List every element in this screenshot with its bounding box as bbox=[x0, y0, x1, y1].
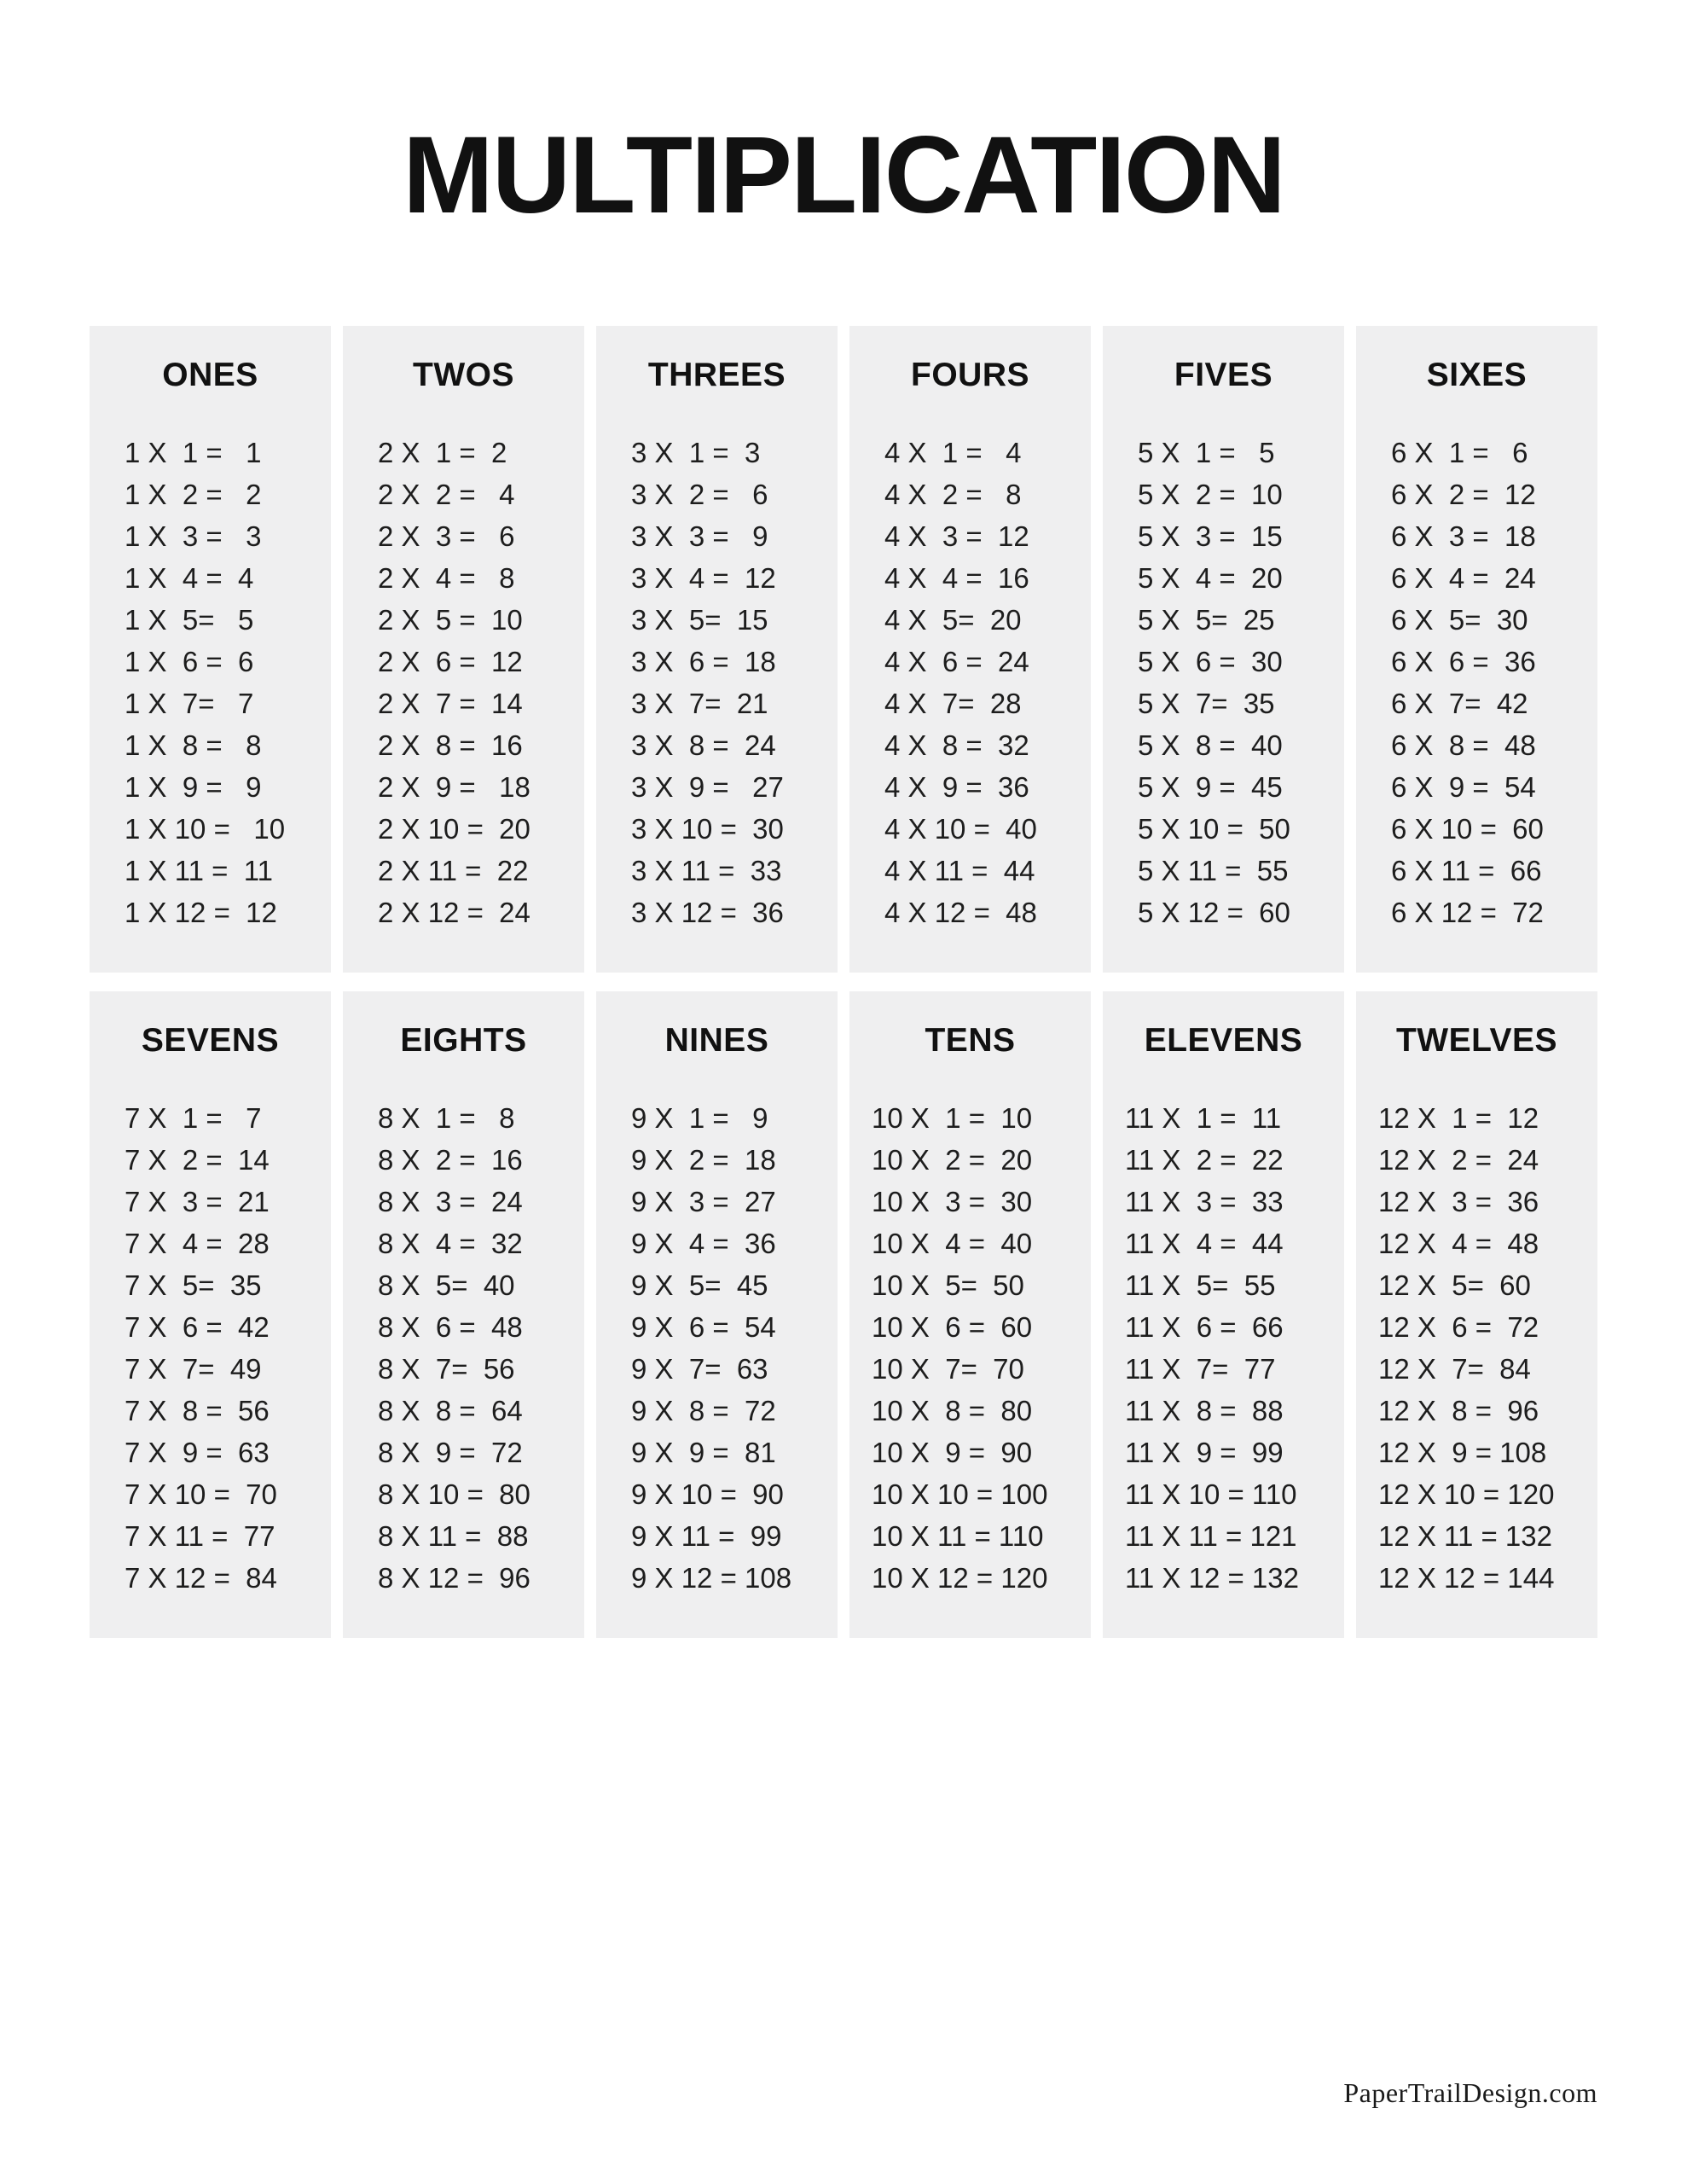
table-rows bbox=[605, 432, 829, 933]
table-row: 8 X 11 = 88 bbox=[378, 1520, 529, 1552]
table-row: 2 X 9 = 18 bbox=[378, 771, 530, 803]
table-row: 1 X 4 = 4 bbox=[125, 562, 254, 594]
table-row: 6 X 6 = 36 bbox=[1391, 646, 1536, 677]
table-row: 10 X 11 = 110 bbox=[872, 1520, 1044, 1552]
table-row: 5 X 12 = 60 bbox=[1138, 897, 1290, 928]
table-row: 1 X 6 = 6 bbox=[125, 646, 254, 677]
table-row: 9 X 8 = 72 bbox=[631, 1395, 776, 1426]
table-row: 4 X 7= 28 bbox=[884, 688, 1022, 719]
table-heading: THREES bbox=[647, 357, 786, 393]
table-row: 2 X 1 = 2 bbox=[378, 437, 507, 468]
table-row: 10 X 3 = 30 bbox=[872, 1186, 1033, 1217]
table-row: 5 X 11 = 55 bbox=[1138, 855, 1289, 886]
table-row: 7 X 6 = 42 bbox=[125, 1311, 270, 1343]
table-row: 4 X 4 = 16 bbox=[884, 562, 1029, 594]
table-row: 4 X 10 = 40 bbox=[884, 813, 1037, 845]
table-rows bbox=[858, 432, 1082, 933]
table-heading: ONES bbox=[162, 357, 258, 393]
table-row: 3 X 10 = 30 bbox=[631, 813, 784, 845]
table-card bbox=[596, 326, 838, 973]
table-heading: TWELVES bbox=[1395, 1022, 1558, 1059]
table-row: 2 X 12 = 24 bbox=[378, 897, 530, 928]
table-row: 8 X 6 = 48 bbox=[378, 1311, 523, 1343]
table-row: 3 X 6 = 18 bbox=[631, 646, 776, 677]
table-heading: TENS bbox=[925, 1022, 1016, 1059]
table-heading: ELEVENS bbox=[1144, 1022, 1303, 1059]
table-card bbox=[343, 326, 584, 973]
table-row: 1 X 1 = 1 bbox=[125, 437, 262, 468]
table-row: 6 X 3 = 18 bbox=[1391, 520, 1536, 552]
table-row: 10 X 7= 70 bbox=[872, 1353, 1024, 1385]
table-row: 4 X 6 = 24 bbox=[884, 646, 1029, 677]
footer-credit: PaperTrailDesign.com bbox=[1343, 2077, 1597, 2108]
table-row: 3 X 3 = 9 bbox=[631, 520, 768, 552]
table-row: 5 X 8 = 40 bbox=[1138, 729, 1283, 761]
table-row: 12 X 10 = 120 bbox=[1378, 1478, 1555, 1510]
table-rows bbox=[605, 1097, 829, 1599]
table-row: 7 X 5= 35 bbox=[125, 1269, 262, 1301]
table-row: 12 X 5= 60 bbox=[1378, 1269, 1531, 1301]
table-row: 4 X 12 = 48 bbox=[884, 897, 1037, 928]
table-row: 10 X 6 = 60 bbox=[872, 1311, 1033, 1343]
table-row: 10 X 1 = 10 bbox=[872, 1102, 1033, 1134]
table-row: 8 X 3 = 24 bbox=[378, 1186, 523, 1217]
table-row: 3 X 11 = 33 bbox=[631, 855, 782, 886]
table-row: 6 X 1 = 6 bbox=[1391, 437, 1528, 468]
table-row: 4 X 5= 20 bbox=[884, 604, 1022, 636]
table-row: 4 X 2 = 8 bbox=[884, 479, 1022, 510]
table-row: 9 X 4 = 36 bbox=[631, 1228, 776, 1259]
table-card bbox=[1103, 326, 1344, 973]
table-row: 6 X 5= 30 bbox=[1391, 604, 1528, 636]
table-card bbox=[596, 991, 838, 1638]
table-row: 8 X 5= 40 bbox=[378, 1269, 515, 1301]
table-row: 12 X 11 = 132 bbox=[1378, 1520, 1552, 1552]
table-row: 10 X 9 = 90 bbox=[872, 1437, 1033, 1468]
table-row: 7 X 11 = 77 bbox=[125, 1520, 275, 1552]
table-heading: NINES bbox=[664, 1022, 769, 1059]
table-row: 7 X 9 = 63 bbox=[125, 1437, 270, 1468]
table-row: 12 X 3 = 36 bbox=[1378, 1186, 1539, 1217]
table-row: 11 X 1 = 11 bbox=[1125, 1102, 1282, 1134]
table-row: 2 X 10 = 20 bbox=[378, 813, 530, 845]
table-row: 6 X 2 = 12 bbox=[1391, 479, 1536, 510]
table-row: 6 X 8 = 48 bbox=[1391, 729, 1536, 761]
table-heading: SIXES bbox=[1426, 357, 1528, 393]
table-row: 11 X 11 = 121 bbox=[1125, 1520, 1297, 1552]
table-rows bbox=[1111, 432, 1336, 933]
table-row: 11 X 2 = 22 bbox=[1125, 1144, 1284, 1176]
table-rows bbox=[98, 432, 322, 933]
table-row: 3 X 12 = 36 bbox=[631, 897, 784, 928]
table-row: 2 X 4 = 8 bbox=[378, 562, 515, 594]
table-row: 1 X 2 = 2 bbox=[125, 479, 262, 510]
table-heading: EIGHTS bbox=[400, 1022, 527, 1059]
table-row: 2 X 8 = 16 bbox=[378, 729, 523, 761]
table-rows bbox=[858, 1097, 1082, 1599]
table-row: 7 X 4 = 28 bbox=[125, 1228, 270, 1259]
table-row: 6 X 9 = 54 bbox=[1391, 771, 1536, 803]
table-heading: FIVES bbox=[1174, 357, 1273, 393]
table-row: 5 X 3 = 15 bbox=[1138, 520, 1283, 552]
table-row: 9 X 9 = 81 bbox=[631, 1437, 776, 1468]
table-row: 2 X 2 = 4 bbox=[378, 479, 515, 510]
table-row: 12 X 7= 84 bbox=[1378, 1353, 1531, 1385]
table-row: 1 X 12 = 12 bbox=[125, 897, 277, 928]
table-row: 1 X 7= 7 bbox=[125, 688, 254, 719]
table-row: 6 X 10 = 60 bbox=[1391, 813, 1544, 845]
multiplication-tables-grid bbox=[90, 326, 1597, 1638]
table-row: 3 X 8 = 24 bbox=[631, 729, 776, 761]
table-card bbox=[1356, 326, 1597, 973]
table-rows bbox=[351, 432, 576, 933]
table-row: 1 X 3 = 3 bbox=[125, 520, 262, 552]
table-card bbox=[849, 326, 1091, 973]
table-row: 7 X 10 = 70 bbox=[125, 1478, 277, 1510]
table-rows bbox=[1365, 1097, 1589, 1599]
table-heading: FOURS bbox=[911, 357, 1029, 393]
table-row: 5 X 4 = 20 bbox=[1138, 562, 1283, 594]
table-card bbox=[1103, 991, 1344, 1638]
table-row: 4 X 3 = 12 bbox=[884, 520, 1029, 552]
table-row: 2 X 3 = 6 bbox=[378, 520, 515, 552]
table-row: 9 X 6 = 54 bbox=[631, 1311, 776, 1343]
table-row: 8 X 8 = 64 bbox=[378, 1395, 523, 1426]
table-row: 9 X 12 = 108 bbox=[631, 1562, 792, 1594]
table-row: 10 X 8 = 80 bbox=[872, 1395, 1033, 1426]
table-row: 12 X 8 = 96 bbox=[1378, 1395, 1539, 1426]
table-row: 6 X 4 = 24 bbox=[1391, 562, 1536, 594]
table-row: 8 X 9 = 72 bbox=[378, 1437, 523, 1468]
table-rows bbox=[1365, 432, 1589, 933]
table-row: 8 X 12 = 96 bbox=[378, 1562, 530, 1594]
table-row: 1 X 5= 5 bbox=[125, 604, 254, 636]
table-card bbox=[90, 326, 331, 973]
table-row: 9 X 3 = 27 bbox=[631, 1186, 776, 1217]
table-row: 11 X 3 = 33 bbox=[1125, 1186, 1284, 1217]
table-row: 10 X 5= 50 bbox=[872, 1269, 1024, 1301]
table-row: 5 X 2 = 10 bbox=[1138, 479, 1283, 510]
table-row: 4 X 1 = 4 bbox=[884, 437, 1022, 468]
table-row: 9 X 10 = 90 bbox=[631, 1478, 784, 1510]
table-row: 12 X 2 = 24 bbox=[1378, 1144, 1539, 1176]
table-row: 3 X 1 = 3 bbox=[631, 437, 761, 468]
table-card bbox=[90, 991, 331, 1638]
table-row: 7 X 3 = 21 bbox=[125, 1186, 270, 1217]
table-row: 5 X 6 = 30 bbox=[1138, 646, 1283, 677]
table-row: 8 X 10 = 80 bbox=[378, 1478, 530, 1510]
table-row: 12 X 4 = 48 bbox=[1378, 1228, 1539, 1259]
table-row: 4 X 9 = 36 bbox=[884, 771, 1029, 803]
table-row: 12 X 12 = 144 bbox=[1378, 1562, 1555, 1594]
table-row: 10 X 4 = 40 bbox=[872, 1228, 1033, 1259]
table-row: 1 X 11 = 11 bbox=[125, 855, 273, 886]
table-row: 3 X 5= 15 bbox=[631, 604, 768, 636]
table-row: 9 X 7= 63 bbox=[631, 1353, 768, 1385]
table-row: 1 X 10 = 10 bbox=[125, 813, 286, 845]
table-row: 7 X 8 = 56 bbox=[125, 1395, 270, 1426]
table-row: 8 X 1 = 8 bbox=[378, 1102, 515, 1134]
table-row: 7 X 7= 49 bbox=[125, 1353, 262, 1385]
table-row: 5 X 9 = 45 bbox=[1138, 771, 1283, 803]
table-heading: TWOS bbox=[413, 357, 514, 393]
table-row: 3 X 4 = 12 bbox=[631, 562, 776, 594]
table-row: 8 X 7= 56 bbox=[378, 1353, 515, 1385]
table-row: 7 X 1 = 7 bbox=[125, 1102, 262, 1134]
table-row: 11 X 7= 77 bbox=[1125, 1353, 1276, 1385]
table-row: 1 X 9 = 9 bbox=[125, 771, 262, 803]
table-row: 8 X 2 = 16 bbox=[378, 1144, 523, 1176]
table-row: 3 X 2 = 6 bbox=[631, 479, 768, 510]
table-row: 11 X 4 = 44 bbox=[1125, 1228, 1284, 1259]
table-row: 11 X 10 = 110 bbox=[1125, 1478, 1297, 1510]
table-row: 2 X 5 = 10 bbox=[378, 604, 523, 636]
page-title: MULTIPLICATION bbox=[403, 114, 1284, 236]
table-row: 5 X 10 = 50 bbox=[1138, 813, 1290, 845]
table-row: 12 X 6 = 72 bbox=[1378, 1311, 1539, 1343]
table-rows bbox=[1111, 1097, 1336, 1599]
table-row: 2 X 7 = 14 bbox=[378, 688, 523, 719]
table-row: 9 X 2 = 18 bbox=[631, 1144, 776, 1176]
table-row: 10 X 10 = 100 bbox=[872, 1478, 1048, 1510]
table-row: 11 X 6 = 66 bbox=[1125, 1311, 1284, 1343]
table-row: 5 X 1 = 5 bbox=[1138, 437, 1275, 468]
table-row: 11 X 8 = 88 bbox=[1125, 1395, 1284, 1426]
table-row: 9 X 11 = 99 bbox=[631, 1520, 782, 1552]
table-row: 1 X 8 = 8 bbox=[125, 729, 262, 761]
table-row: 6 X 11 = 66 bbox=[1391, 855, 1542, 886]
table-row: 5 X 5= 25 bbox=[1138, 604, 1275, 636]
table-row: 11 X 5= 55 bbox=[1125, 1269, 1276, 1301]
table-card bbox=[343, 991, 584, 1638]
table-row: 8 X 4 = 32 bbox=[378, 1228, 523, 1259]
table-row: 12 X 1 = 12 bbox=[1378, 1102, 1539, 1134]
table-card bbox=[1356, 991, 1597, 1638]
table-row: 4 X 11 = 44 bbox=[884, 855, 1035, 886]
table-row: 11 X 12 = 132 bbox=[1125, 1562, 1299, 1594]
table-row: 12 X 9 = 108 bbox=[1378, 1437, 1547, 1468]
table-row: 7 X 12 = 84 bbox=[125, 1562, 277, 1594]
table-row: 4 X 8 = 32 bbox=[884, 729, 1029, 761]
table-card bbox=[849, 991, 1091, 1638]
table-row: 3 X 9 = 27 bbox=[631, 771, 784, 803]
table-row: 6 X 12 = 72 bbox=[1391, 897, 1544, 928]
table-row: 5 X 7= 35 bbox=[1138, 688, 1275, 719]
table-row: 7 X 2 = 14 bbox=[125, 1144, 270, 1176]
table-rows bbox=[351, 1097, 576, 1599]
table-row: 9 X 5= 45 bbox=[631, 1269, 768, 1301]
table-row: 2 X 6 = 12 bbox=[378, 646, 523, 677]
table-row: 10 X 12 = 120 bbox=[872, 1562, 1048, 1594]
table-row: 10 X 2 = 20 bbox=[872, 1144, 1033, 1176]
table-heading: SEVENS bbox=[141, 1022, 280, 1059]
table-row: 2 X 11 = 22 bbox=[378, 855, 529, 886]
table-row: 3 X 7= 21 bbox=[631, 688, 768, 719]
table-row: 9 X 1 = 9 bbox=[631, 1102, 768, 1134]
table-row: 6 X 7= 42 bbox=[1391, 688, 1528, 719]
table-row: 11 X 9 = 99 bbox=[1125, 1437, 1284, 1468]
table-rows bbox=[98, 1097, 322, 1599]
